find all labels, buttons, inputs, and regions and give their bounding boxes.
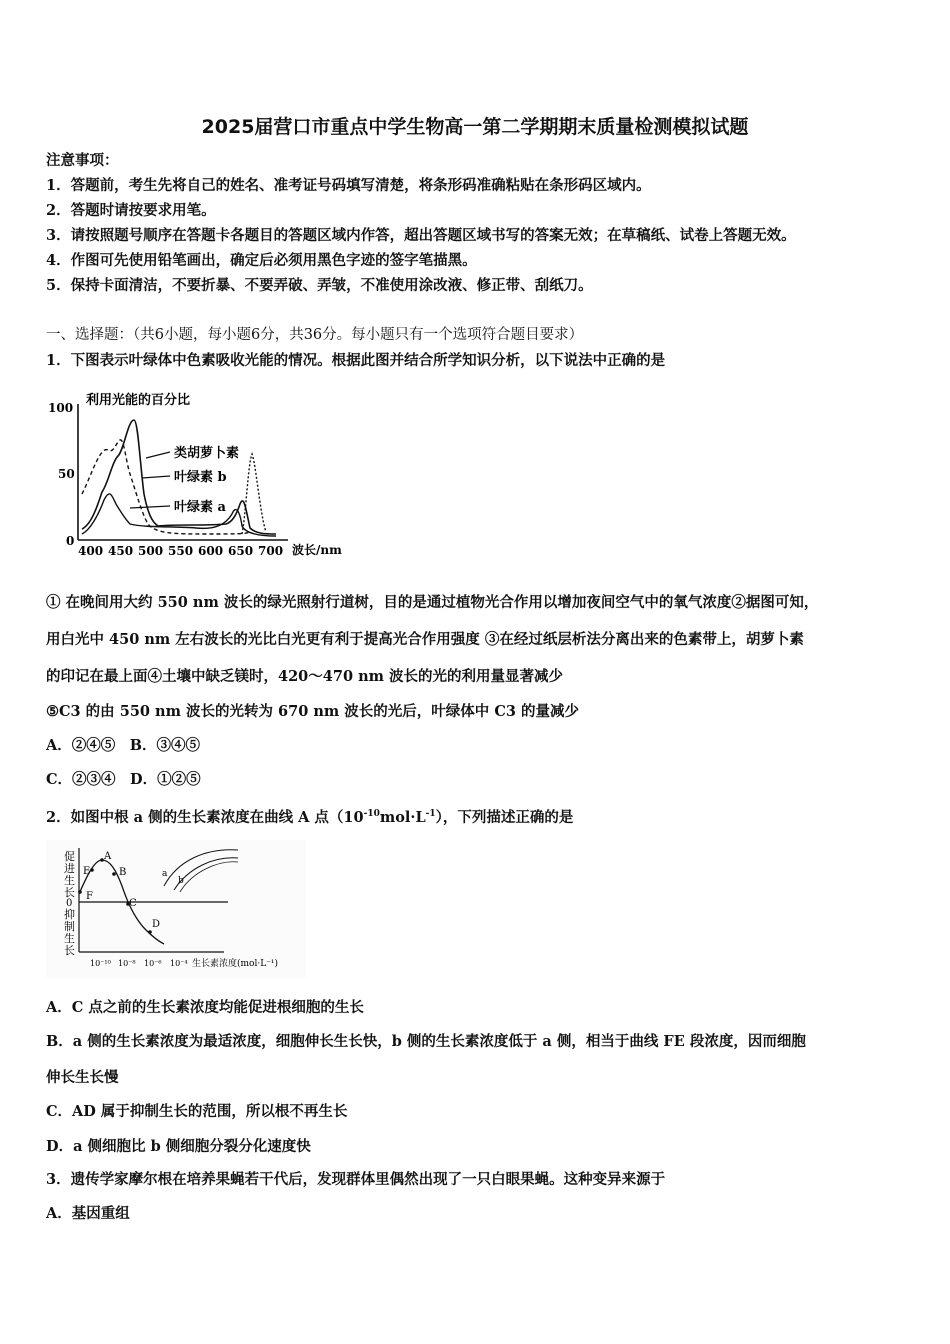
notice-item: 2．答题时请按要求用笔。 <box>46 202 216 219</box>
q1-options-ab: A．②④⑤ B．③④⑤ <box>46 737 201 754</box>
q1-xtick: 500 <box>138 544 164 558</box>
q1-curve-red-peak <box>242 454 266 534</box>
q1-statement: 用白光中 450 nm 左右波长的光比白光更有利于提高光合作用强度 ③在经过纸层析法分离出来的色素带上，胡萝卜素 <box>46 631 804 648</box>
q1-ytick: 50 <box>58 467 75 481</box>
q2-point-label: E <box>83 866 91 877</box>
q1-xtick: 700 <box>258 544 284 558</box>
q1-xtick: 650 <box>228 544 254 558</box>
q1-legend-label: 叶绿素 a <box>174 500 226 515</box>
q1-xtick: 550 <box>168 544 194 558</box>
q1-legend-label: 叶绿素 b <box>174 470 227 485</box>
q2-point-label: C <box>129 898 137 909</box>
q2-stem-text: 2．如图中根 a 侧的生长素浓度在曲线 A 点（10 <box>46 809 364 826</box>
q1-xlabel: 波长/nm <box>292 543 342 557</box>
section-heading: 一、选择题：（共6小题，每小题6分，共36分。每小题只有一个选项符合题目要求） <box>46 327 584 343</box>
q2-ylabel-char: 生 <box>64 932 75 945</box>
q1-stem: 1．下图表示叶绿体中色素吸收光能的情况。根据此图并结合所学知识分析，以下说法中正确的是 <box>46 352 666 369</box>
q1-absorption-figure <box>46 384 356 564</box>
q2-stem-text: ），下列描述正确的是 <box>435 809 574 826</box>
q2-option: A．C 点之前的生长素浓度均能促进根细胞的生长 <box>46 999 364 1016</box>
q1-xtick: 450 <box>108 544 134 558</box>
q2-ylabel-char: 制 <box>64 920 75 933</box>
q2-option: C．AD 属于抑制生长的范围，所以根不再生长 <box>46 1103 348 1120</box>
notice-item: 5．保持卡面清洁，不要折暴、不要弄破、弄皱，不准使用涂改液、修正带、刮纸刀。 <box>46 277 593 294</box>
q2-stem-sup: -1 <box>425 809 436 819</box>
notice-item: 3．请按照题号顺序在答题卡各题目的答题区域内作答，超出答题区域书写的答案无效；在草稿纸、试卷上答题无效。 <box>46 227 796 244</box>
q2-root-label: b <box>178 876 184 886</box>
q2-point-label: F <box>86 891 93 902</box>
q2-xtick: 10⁻¹⁰ <box>90 959 111 968</box>
q2-xtick: 10⁻⁸ <box>118 959 136 968</box>
q1-legend-label: 类胡萝卜素 <box>174 446 240 461</box>
q2-ylabel-char: 抑 <box>64 908 75 921</box>
exam-title: 2025届营口市重点中学生物高一第二学期期末质量检测模拟试题 <box>201 116 749 138</box>
q2-ylabel-char: 生 <box>64 874 75 887</box>
notice-item: 1．答题前，考生先将自己的姓名、准考证号码填写清楚，将条形码准确粘贴在条形码区域内。 <box>46 177 651 194</box>
q2-xlabel: 生长素浓度(mol·L⁻¹) <box>192 959 279 969</box>
q2-ylabel-char: 促 <box>64 850 75 863</box>
q2-ylabel-zero: 0 <box>66 898 73 909</box>
q2-point-label: B <box>119 867 127 878</box>
q2-xtick: 10⁻⁶ <box>144 959 162 968</box>
q1-ytick: 0 <box>66 534 75 548</box>
q2-stem <box>46 804 573 828</box>
q2-point-label: A <box>104 851 112 862</box>
q2-option: 伸长生长慢 <box>46 1069 119 1086</box>
q2-ylabel-char: 长 <box>64 944 75 957</box>
q1-statement: ① 在晚间用大约 550 nm 波长的绿光照射行道树，目的是通过植物光合作用以增加夜间空气中的氧气浓度②据图可知， <box>46 594 819 611</box>
q3-stem: 3．遗传学家摩尔根在培养果蝇若干代后，发现群体里偶然出现了一只白眼果蝇。这种变异来源于 <box>46 1171 666 1188</box>
q2-xtick: 10⁻⁴ <box>170 959 188 968</box>
q1-ylabel: 利用光能的百分比 <box>86 393 191 408</box>
q2-auxin-figure <box>46 840 306 978</box>
notice-heading: 注意事项： <box>46 152 119 169</box>
q2-point-label: D <box>152 919 161 930</box>
notice-item: 4．作图可先使用铅笔画出，确定后必须用黑色字迹的签字笔描黑。 <box>46 252 477 269</box>
q2-ylabel-char: 长 <box>64 886 75 899</box>
q1-legend-pointer <box>146 452 170 458</box>
q1-xtick: 600 <box>198 544 224 558</box>
q2-ylabel-char: 进 <box>64 862 75 875</box>
q2-stem-sup: -10 <box>363 809 380 819</box>
q1-legend-pointer <box>130 506 170 508</box>
q2-option: B．a 侧的生长素浓度为最适浓度，细胞伸长生长快，b 侧的生长素浓度低于 a 侧，相当于曲线 FE 段浓度，因而细胞 <box>46 1033 806 1050</box>
q1-statement: 的印记在最上面④土壤中缺乏镁时，420～470 nm 波长的光的利用量显著减少 <box>46 668 564 685</box>
q1-ytick: 100 <box>48 401 74 415</box>
q2-stem-unit: mol·L <box>379 809 426 826</box>
q1-statement: ⑤C3 的由 550 nm 波长的光转为 670 nm 波长的光后，叶绿体中 C3 的量减少 <box>46 703 579 720</box>
q1-legend-pointer <box>142 476 170 478</box>
q1-options-cd: C．②③④ D．①②⑤ <box>46 771 201 788</box>
q1-xtick: 400 <box>78 544 104 558</box>
q2-option: D．a 侧细胞比 b 侧细胞分裂分化速度快 <box>46 1138 311 1155</box>
q3-option: A．基因重组 <box>46 1205 130 1222</box>
q2-root-label: a <box>162 869 168 879</box>
